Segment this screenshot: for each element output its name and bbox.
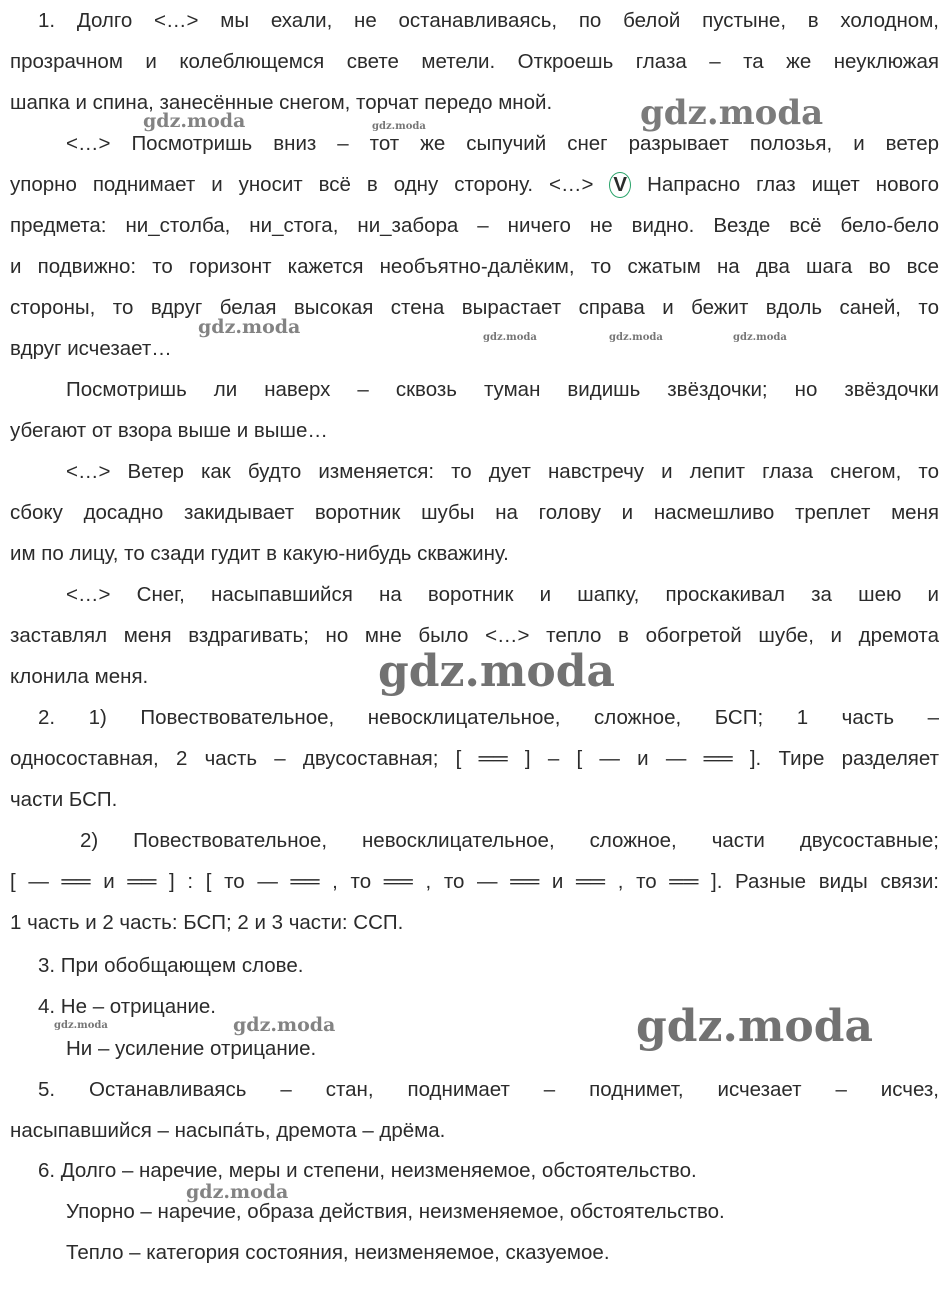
task4-line: 4. Не – отрицание.: [38, 995, 216, 1018]
task1-text: Напрасно глаз ищет нового: [647, 173, 939, 196]
task1-line: предмета: ни_столба, ни_стога, ни_забора – ничего не видно. Везде всё бело-бело: [10, 214, 939, 237]
watermark: gdz.moda: [54, 1020, 108, 1031]
task1-line: заставлял меня вздрагивать; но мне было <…> тепло в обогретой шубе, и дремота: [10, 624, 939, 647]
watermark: gdz.moda: [483, 332, 537, 343]
task6-line: Тепло – категория состояния, неизменяемое, сказуемое.: [66, 1241, 610, 1264]
task5-line: 5. Останавливаясь – стан, поднимает – поднимет, исчезает – исчез,: [38, 1078, 939, 1101]
task2-line: [ — ══ и ══ ] : [ то — ══ , то ══ , то — ══ и ══ , то ══ ]. Разные виды связи:: [10, 870, 939, 893]
watermark: gdz.moda: [143, 110, 246, 132]
task1-line: <…> Ветер как будто изменяется: то дует навстречу и лепит глаза снегом, то: [66, 460, 939, 483]
task1-line: прозрачном и колеблющемся свете метели. Откроешь глаза – та же неуклюжая: [10, 50, 939, 73]
watermark: gdz.moda: [609, 332, 663, 343]
task1-line: 1. Долго <…> мы ехали, не останавливаясь, по белой пустыне, в холодном,: [38, 9, 939, 32]
task2-line: части БСП.: [10, 788, 118, 811]
watermark: gdz.moda: [733, 332, 787, 343]
task1-line: сбоку досадно закидывает воротник шубы на голову и насмешливо треплет меня: [10, 501, 939, 524]
task1-line: <…> Снег, насыпавшийся на воротник и шапку, проскакивал за шею и: [66, 583, 939, 606]
checkmark-circle: V: [609, 172, 631, 198]
task1-line: шапка и спина, занесённые снегом, торчат передо мной.: [10, 91, 553, 114]
watermark: gdz.moda: [372, 121, 426, 132]
task2-line: 1 часть и 2 часть: БСП; 2 и 3 части: ССП.: [10, 911, 404, 934]
watermark: gdz.moda: [640, 93, 824, 133]
task1-line: убегают от взора выше и выше…: [10, 419, 328, 442]
watermark: gdz.moda: [233, 1014, 336, 1036]
task2-line: 2. 1) Повествовательное, невосклицательное, сложное, БСП; 1 часть –: [38, 706, 939, 729]
task1-line: [10, 164, 939, 205]
task4-line: Ни – усиление отрицание.: [66, 1037, 317, 1060]
task1-line: стороны, то вдруг белая высокая стена вырастает справа и бежит вдоль саней, то: [10, 296, 939, 319]
task1-line: <…> Посмотришь вниз – тот же сыпучий снег разрывает полозья, и ветер: [66, 132, 939, 155]
task2-line: 2) Повествовательное, невосклицательное, сложное, части двусоставные;: [80, 829, 939, 852]
task1-line: вдруг исчезает…: [10, 337, 172, 360]
task1-line: клонила меня.: [10, 665, 149, 688]
task5-line: насыпавшийся – насыпа́ть, дремота – дрёма.: [10, 1119, 446, 1142]
task1-text: упорно поднимает и уносит всё в одну сторону. <…>: [10, 173, 594, 196]
task1-line: Посмотришь ли наверх – сквозь туман видишь звёздочки; но звёздочки: [66, 378, 939, 401]
watermark: gdz.moda: [186, 1181, 289, 1203]
watermark: gdz.moda: [378, 646, 616, 697]
task3-line: 3. При обобщающем слове.: [38, 954, 304, 977]
watermark: gdz.moda: [636, 1001, 874, 1052]
task1-line: им по лицу, то сзади гудит в какую-нибудь скважину.: [10, 542, 509, 565]
task2-line: односоставная, 2 часть – двусоставная; [ ══ ] – [ — и — ══ ]. Тире разделяет: [10, 747, 939, 770]
task1-line: и подвижно: то горизонт кажется необъятно-далёким, то сжатым на два шага во все: [10, 255, 939, 278]
task6-line: Упорно – наречие, образа действия, неизменяемое, обстоятельство.: [66, 1200, 725, 1223]
watermark: gdz.moda: [198, 316, 301, 338]
task6-line: 6. Долго – наречие, меры и степени, неизменяемое, обстоятельство.: [38, 1159, 697, 1182]
